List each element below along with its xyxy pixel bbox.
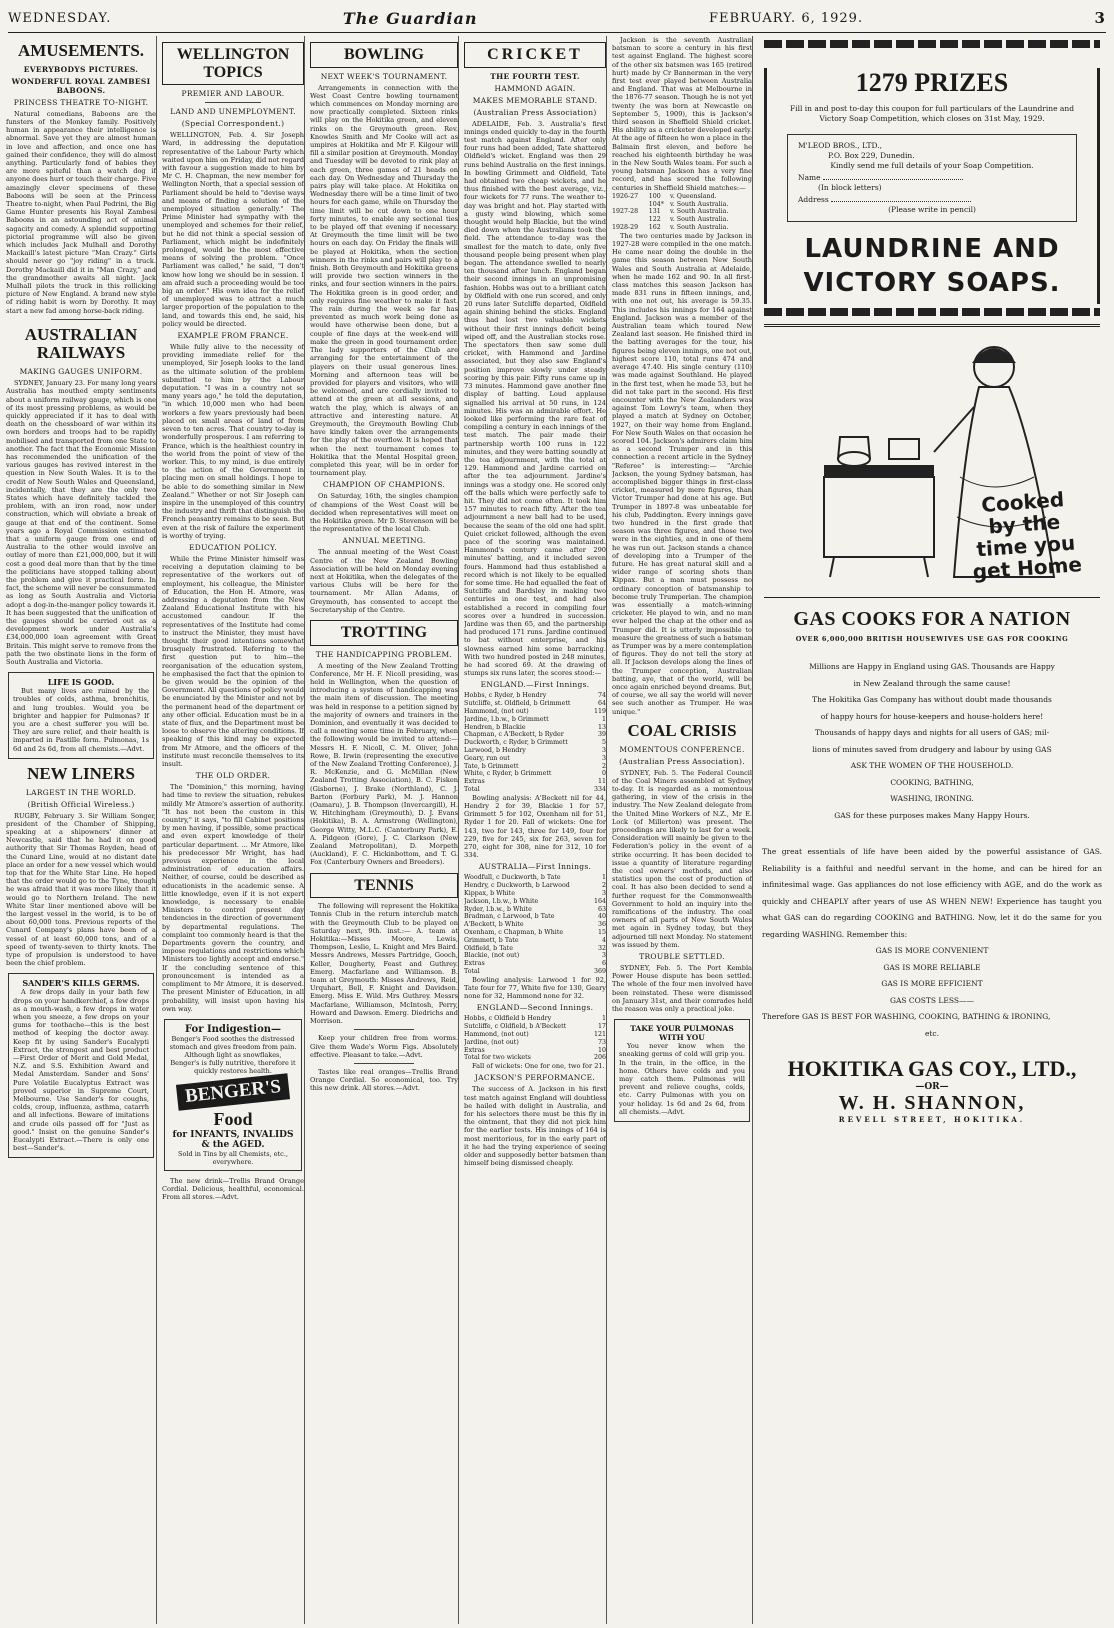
- england-first-innings-row: [464, 747, 606, 755]
- england-second-innings-row: [464, 1031, 606, 1039]
- shannon-address: REVELL STREET, HOKITIKA.: [838, 1115, 1026, 1124]
- gas-line: lions of minutes saved from drudgery and labour by using GAS: [812, 744, 1052, 754]
- column-3: [310, 36, 459, 1624]
- coupon-to: M'LEOD BROS., LTD.,: [798, 141, 882, 150]
- england-first-innings-row-cell: 11: [597, 778, 606, 786]
- bowling-sub1: NEXT WEEK'S TOURNAMENT.: [320, 71, 448, 81]
- column-6-adverts: [758, 36, 1106, 1624]
- wellington-body2: While fully alive to the necessity of providing immediate relief for the unemployed, Sir Joseph looks to the land as the ultimate solution of the problem submitted to him by the Labour deputation. "I was in a country not so many years ago," he told the deputation, "in which 10,000 men who had been workers a few years previously had been placed on small areas of land of from seven to ten acres. That country to-day is wonderfully prosperous. I am referring to France, which is the healthiest country in the world from the point of view of the worker. This, to my mind, is due entirely to the action of the Government in placing men on small holdings. I hope to be able to do something similar in New Zealand." Whether or not Sir Joseph can inspire in the unemployed of this country the industry and thrift that distinguish the French peasantry remains to be seen. But even at the risk of failure the experiment is worthy of trying.: [162, 343, 304, 540]
- bowling-sub3: ANNUAL MEETING.: [342, 536, 426, 546]
- cricket-sub2: HAMMOND AGAIN.: [494, 83, 576, 93]
- sanders-body: A few drops daily in your bath few drops on your handkerchief, a few drops as a mouth-wash, a few drops in water when you sneeze, a few drops on your gums for toothache—this is the best method of keeping the doctor away. Keep fit by using Sander's Eucalypti Extract, the strongest and best product—First Order of Merit and Gold Medal, N.Z. and S.S. Exhibition Award and Medal Amsterdam. Sander and Sons' Pure Volatile Eucalyptus Extract was proved superior in Supreme Court, Melbourne. Use Sander's for coughs, colds, croup, influenza, asthma, catarrh and all infections. Beware of imitations and crude oils passed off for "Just as good." Insist on the genuine Sander's Eucalypti Extract.—There is only one best—Sander's.: [13, 988, 149, 1153]
- divider: [354, 1029, 413, 1030]
- jackson-heading: JACKSON'S PERFORMANCE.: [474, 1073, 596, 1083]
- australia-first-innings-row-cell: Ryder, l.b.w., b White: [464, 905, 532, 913]
- total-value: 334: [593, 785, 606, 793]
- coupon-address-line[interactable]: [831, 193, 971, 202]
- coupon-name-line[interactable]: [823, 171, 963, 180]
- tennis-body: The following will represent the Hokitika Tennis Club in the return interclub match with the Greymouth Club to be played on Saturday next, 9th. inst.:— A. team at Hokitika:—Misses Moore, Lewis, Thompson, Leslie, L. Knight and Mrs Baird. Messrs Andrews, Messrs Partridge, Gooch, Keller, Dougherty, Feast and Guthrey. Emerg. Macfarlane and Williamson. B. team at Greymouth: Misses Andrews, Reid, Urquhart, Bell, F. Knight and Davidson. Emerg. Miss E. Wild. Mrs Guthrey. Messrs Macfarlane, Williamson, McIntosh, Perry, Howard and Dawson. Emerg. Diedrichs and Morrison.: [310, 902, 458, 1026]
- wellington-body4: The "Dominion," this morning, having had time to review the situation, rebukes mildly Mr Atmore's assertion of authority. "It has not been the custom in this country," it says, "to fill Cabinet positions by men having, if possible, some practical and even expert knowledge of their particular department. ... Mr Atmore, like his predecessor Mr Wright, has had previous experience in the local administration of education affairs. Neither, of course, could be described as educationists in the academic sense. A little knowledge, even if it is not expert knowledge, is necessary to enable Ministers to control present day tendencies in the direction of government by departmental regulations. The complaint too commonly heard is that the Departments govern the country, and impose regulations and restrictions which Ministers too lightly accept and endorse." If the concluding sentence of this pronouncement is intended as a compliment to Mr Atmore, it is deserved. The present Minister of Education, in all probability, will insist upon having his own way.: [162, 783, 304, 1013]
- life-is-good-body: But many lives are ruined by the troubles of colds, asthma, bronchitis, and lung troubles. Would you be brighter and happier for Pulmonas? If you are a chest sufferer you will be. They are sure relief, and their health is imparted in Pastille form. Pulmonas, 1s 6d and 2s 6d, from all chemists.—Advt.: [13, 687, 149, 753]
- amusements-body: Natural comedians, Baboons are the funsters of the Monkey family. Positively human in appearance their intelligence is abnormal. Save yet they are almost human in love and affection, and once one has gained their confidence, they will do almost anything. Particularly fond of babies they are more spiteful than a watch dog if anyone does hurt or touch their charge. Five amazingly clever specimens of these Baboons will be seen at the Princess Theatre to-night, when Paul Pedrini, the Big Game Hunter presents his Royal Zambesi Baboons in an astounding act of animal sagacity and comedy. A splendid supporting pictorial programme will also be given which includes Jack Mulhall and Dorothy Mackaill's latest picture "Man Crazy." Girls should never go "joy riding" in a truck. Dorothy Mackaill did it in "Man Crazy," and the grandmother awaits all night. Jack Mulhall pilots the truck in this rollicking picture of New England. A brand new style of riding habit is worn by Dorothy. It may start a new fad among horse-back riding.: [6, 109, 157, 315]
- australia-first-innings-row-cell: 164: [593, 897, 606, 905]
- coal-crisis-body: SYDNEY, Feb. 5. The Federal Council of the Coal Miners assembled at Sydney to-day. It is regarded as a momentous gathering, in view of the crisis in the industry. The New Zealand delegate from the United Mine Workers of N.Z., Mr E. Lock (of Millerton) was present. The proceedings are likely to last for a week. Consideration will mainly be given to the Federation's policy in the event of a strike occurring. It has been decided to issue a quantity of literature regarding the coal owners' methods, and also statistics upon the cost of production of coal. It has also been decided to send a further request for the Commonwealth Government to hold an inquiry into the ramifications of the industry. The coal owners of all parts of New South Wales met again in Sydney today, but they adjourned till next Monday. No statement was issued by them.: [612, 768, 752, 949]
- total-value: 369: [593, 967, 606, 975]
- coal-crisis-sub2: (Australian Press Association).: [619, 756, 745, 766]
- australia-first-innings-row-cell: 40: [597, 913, 606, 921]
- england-second-innings-row-cell: Hobbs, c Oldfield b Hendry: [464, 1015, 552, 1023]
- australia-first-innings-row-cell: 1: [601, 874, 606, 882]
- bengers-heading: For Indigestion—: [184, 1023, 282, 1035]
- column-1: [6, 36, 157, 1624]
- trellis-advert: The new drink—Trellis Brand Orange Cordial. Delicious, healthful, economical. From all stores.—Advt.: [162, 1176, 304, 1202]
- england-second-innings-row-cell: 121: [593, 1030, 606, 1038]
- australia-first-innings-row: [464, 874, 606, 882]
- england-first-innings-row: [464, 724, 606, 732]
- trotting-body: A meeting of the New Zealand Trotting Conference, Mr H. F. Nicoll presiding, was held in Wellington, when the question of introducing a system of handicapping was the main item of discussion. The meeting was held in response to a petition signed by the majority of owners and trainers in the Dominion, and eventually it was decided to call a meeting some time in February, when the following would be invited to attend:—Messrs H. F. Nicoll, C. M. Oliver, John Rowe, B. Irwin (representing the executive of the New Zealand Trotting Conference), J. R. McKenzie, and G. McMillan (New Zealand Trotting Association), B. C. Fisken (Gisborne), J. Brake (Northland), C. J. Barton (Forbury Park), M. J. Hannon (Oamaru), J. B. Thompson (Invercargill), H. W. Hitchingham (Greymouth), D. J. Evans (Hokitika), B. A. Armstrong (Wellington), George Witty, M.L.C. (Canterbury Park), E. A. Pidgeon (Gore), J. C. Clarkson (New Zealand Metropolitan), D. Morpeth (Auckland), F. C. Hickinbottom, and T. G. Fox (Canterbury Owners and Breeders).: [310, 661, 458, 867]
- coupon-address-label: Address: [798, 195, 829, 204]
- england-first-innings-row-cell: White, c Ryder, b Grimmett: [464, 770, 552, 778]
- england-first-innings-bowling: Bowling analysis: A'Beckett nil for 44, Hendry 2 for 39, Blackie 1 for 57, Grimmett 5 for 102, Oxenham nil for 51, Ryder 1 for 20. Fall of wickets: One for 143, two for 143, three for 149, four for 229, five for 245, six for 263, seven for 270, eight for 308, nine for 312, 10 for 334.: [464, 793, 606, 860]
- liners-body: RUGBY, February 3. Sir William Songer, president of the Chamber of Shipping, speaking at a shipowners' dinner at Newcastle, said that he had it on good authority that Sir Thomas Royden, head of the Cunard Line, would at no distant date place an order for a new vessel which would top that for the White Star Line. He hoped that the order would go to the Tyne, though he was afraid that it was more likely that it would go to Northern Ireland. The new White Star liner mentioned above will be the largest vessel in the world, is to be of about 60,000 tons. Previous reports of the Cunard Company's plans have been of a vessel of at least 60,000 tons, and of a speed of twenty-seven to thirty knots. The type of propulsion is understood to have been the chief problem.: [6, 811, 156, 968]
- england-second-innings-row: [464, 1039, 606, 1047]
- cricket-heading: CRICKET: [464, 42, 606, 68]
- jackson-continued-body1: Jackson is the seventh Australian batsman to score a century in his first test against England. The highest score of the other six batsmen was 165 (retired hurt) made by Cr Bannerman in the very first test ever played between Australia and England. That was at Melbourne in the 1876-77 season. Though he is not yet twenty (he was born at Newcastle on September 5, 1909), this is Jackson's third season in Sheffield Shield cricket. His ability as a cricketer developed early. At the age of fifteen he won a place in the Balmain first eleven, and before he reached his eighteenth birthday he was in the New South Wales team. For such a young batsman Jackson has a very fine record, and has scored the following centuries in Sheffield Shield matches:—: [612, 36, 753, 192]
- life-is-good-advert: [8, 672, 154, 759]
- jackson-century-row-cell: v. South Australia.: [669, 208, 729, 216]
- bowling-body3: The annual meeting of the West Coast Centre of the New Zealand Bowling Association will be held on Monday evening next at Hokitika, when the delegates of the various Clubs will be here for the tournament. Mr Allan Adams, of Greymouth, has consented to accept the Secretaryship of the Centre.: [310, 548, 458, 614]
- coal-crisis-sub1: MOMENTOUS CONFERENCE.: [619, 744, 745, 754]
- decorative-border: [764, 40, 1100, 48]
- england-first-innings-row-cell: 64: [597, 700, 606, 708]
- england-first-innings-row-cell: 5: [601, 739, 606, 747]
- jackson-century-row: [612, 193, 752, 201]
- amusements-sub3: PRINCESS THEATRE TO-NIGHT.: [13, 97, 149, 107]
- england-first-innings-row: [464, 700, 606, 708]
- australia-first-innings-row: [464, 890, 606, 898]
- australia-first-innings-bowling: Bowling analysis: Larwood 1 for 92, Tate four for 77, White five for 130, Geary none for 32, Hammond none for 32.: [464, 975, 606, 1001]
- gas-subheading: OVER 6,000,000 BRITISH HOUSEWIVES USE GAS FOR COOKING: [795, 635, 1069, 643]
- england-first-innings-total: [464, 786, 606, 794]
- england-second-innings-row-cell: 1: [601, 1015, 606, 1023]
- total-value: 206: [593, 1054, 606, 1062]
- bowling-heading: BOWLING: [310, 42, 458, 68]
- prizes-intro: Fill in and post to-day this coupon for full particulars of the Laundrine and Victory Soap Competition, which closes on 31st May, 1929.: [790, 104, 1074, 123]
- england-second-innings-table: [464, 1015, 606, 1054]
- jackson-century-row-cell: 1926-27: [612, 192, 639, 200]
- liners-sub1: LARGEST IN THE WORLD.: [25, 787, 137, 797]
- england-second-innings-total: [464, 1054, 606, 1062]
- coupon-address-row[interactable]: [798, 193, 1066, 205]
- total-label: Total: [464, 967, 480, 975]
- england-second-innings-row-cell: 73: [597, 1038, 606, 1046]
- australia-first-innings-row-cell: 32: [597, 944, 606, 952]
- australia-first-innings-row: [464, 937, 606, 945]
- masthead: [8, 4, 1106, 33]
- coupon-box: P.O. Box 229, Dunedin.: [828, 151, 915, 160]
- england-first-innings-row-cell: Tate, b Grimmett: [464, 762, 519, 770]
- pulmonas-heading: TAKE YOUR PULMONAS WITH YOU: [630, 1024, 734, 1043]
- sanders-advert: [8, 973, 154, 1158]
- divider: [205, 102, 262, 103]
- wellington-sub3: (Special Correspondent.): [181, 119, 285, 129]
- brand-laundrine: LAUNDRINE AND: [804, 234, 1060, 264]
- trouble-settled-body: SYDNEY, Feb. 5. The Port Kembla Power House dispute has been settled. The whole of the four men involved have been reinstated. These were dismissed on January 31st, and their comrades held the reason was only a practical joke.: [612, 963, 752, 1013]
- england-first-innings-row: [464, 731, 606, 739]
- england-first-innings-row-cell: Hendren, b Blackie: [464, 723, 526, 731]
- trotting-sub: THE HANDICAPPING PROBLEM.: [315, 649, 453, 659]
- australia-first-innings-row-cell: Jackson, l.b.w., b White: [464, 897, 539, 905]
- total-label: Total: [464, 785, 480, 793]
- australia-first-innings-row-cell: Kippax, b White: [464, 889, 515, 897]
- jackson-century-row-cell: 162: [648, 224, 661, 232]
- england-second-innings-row-cell: 17: [597, 1023, 606, 1031]
- bengers-logo: BENGER'S: [176, 1073, 290, 1111]
- railways-sub: MAKING GAUGES UNIFORM.: [19, 367, 143, 377]
- australia-first-innings-row: [464, 960, 606, 968]
- jackson-century-row-cell: v. South Australia.: [669, 200, 729, 208]
- divider: [51, 319, 111, 320]
- england-first-innings-row: [464, 716, 606, 724]
- divider: [354, 1063, 413, 1064]
- australia-first-innings-row-cell: Hendry, c Duckworth, b Larwood: [464, 882, 570, 890]
- england-first-innings-row-cell: 3: [601, 754, 606, 762]
- pulmonas-body: You never know when the sneaking germs of cold will grip you. In the train, in the office, in the home. Others have colds and you may catch them. Pulmonas will prevent and relieve coughs, colds, etc. Carry Pulmonas with you on your holiday. 1s 6d and 2s 6d, from all chemists.—Advt.: [619, 1042, 745, 1116]
- bowling-body2: On Saturday, 16th, the singles champion of champions of the West Coast will be decided when representatives will meet on the Hokitika green. Mr D. Stevenson will be the representative of the local Club.: [310, 492, 458, 534]
- jackson-century-row-cell: [612, 216, 649, 224]
- or-divider: —OR—: [915, 1082, 949, 1092]
- amusements-sub2: WONDERFUL ROYAL ZAMBESI BABOONS.: [11, 76, 151, 95]
- jackson-century-row-cell: v. South Australia.: [669, 216, 729, 224]
- gas-lines: [758, 659, 1106, 824]
- prizes-heading: 1279 PRIZES: [855, 68, 1009, 97]
- bengers-food: Food: [213, 1108, 253, 1129]
- coupon-ask: Kindly send me full details of your Soap Competition.: [830, 161, 1034, 170]
- trotting-heading: TROTTING: [310, 620, 458, 646]
- australia-first-innings-row: [464, 906, 606, 914]
- total-label: Total for two wickets: [464, 1054, 531, 1062]
- australia-first-innings-row-cell: 6: [601, 960, 606, 968]
- gas-line: of happy hours for house-keepers and house-holders here!: [820, 711, 1044, 721]
- england-first-innings-row: [464, 692, 606, 700]
- australia-first-innings-total: [464, 968, 606, 976]
- trellis-advert-2: Tastes like real oranges—Trellis Brand Orange Cordial. So economical, too. Try this new drink. All stores.—Advt.: [310, 1067, 458, 1093]
- gas-line: GAS for these purposes makes Many Happy Hours.: [834, 810, 1030, 820]
- australia-first-innings-row: [464, 882, 606, 890]
- australia-first-innings-row-cell: Blackie, (not out): [464, 952, 520, 960]
- australia-first-innings-row-cell: 15: [597, 928, 606, 936]
- england-second-innings-heading: ENGLAND—Second Innings.: [476, 1003, 594, 1013]
- england-first-innings-row: [464, 739, 606, 747]
- england-first-innings-row-cell: Extras: [464, 778, 485, 786]
- amusements-sub1: EVERYBODYS PICTURES.: [23, 64, 139, 74]
- gas-line: COOKING, BATHING,: [890, 777, 974, 787]
- england-first-innings-row-cell: Larwood, b Hendry: [464, 746, 526, 754]
- australia-first-innings-heading: AUSTRALIA—First Innings.: [478, 862, 592, 872]
- england-second-innings-row: [464, 1023, 606, 1031]
- england-first-innings-heading: ENGLAND.—First Innings.: [480, 680, 590, 690]
- australia-first-innings-row: [464, 921, 606, 929]
- england-first-innings-row-cell: Duckworth, c Ryder, b Grimmett: [464, 739, 568, 747]
- england-second-innings-row-cell: Sutcliffe, c Oldfield, b A'Beckett: [464, 1023, 567, 1031]
- gas-point: GAS IS MORE RELIABLE: [883, 962, 981, 972]
- australia-first-innings-row-cell: Oldfield, b Tate: [464, 944, 513, 952]
- australia-first-innings-row-cell: 2: [601, 882, 606, 890]
- england-second-innings-row-cell: Jardine, (not out): [464, 1038, 519, 1046]
- gas-line: Millions are Happy in England using GAS. Thousands are Happy: [809, 662, 1055, 671]
- cricket-sub4: (Australian Press Association): [473, 107, 597, 117]
- railways-body: SYDNEY, January 23. For many long years Australia has mouthed empty sentiments about a uniform railway gauge, which is one of its most pressing problems, as would be quickly appreciated if it has to deal with death on the chessboard of war within its own borders and troops had to be rapidly mobilised and transported from one State to another. The fact that the Economic Mission has recommended the unification of the various gauges has revived interest in the question in New South Wales. It is to the credit of New South Wales and Queensland, incidentally, that they are the only two States which have definitely tackled the problem, with an iron road, now under construction, which will obviate a break of gauge at that end of the continent. Some years ago a Royal Commission estimated that a uniform gauge from one end of Australia to the other would involve an outlay of more than £21,000,000, but it will cost a good deal more than that by the time the politicians have stopped talking about the problem and give it practical form. In fact, the scheme will never be consummated as long as South Australia and Victoria adopt a dog-in-the-manger policy towards it. It has been suggested that the unification of the gauges should be carried out as a development work under Australia's £34,000,000 loan agreement with Great Britain. This might serve to remove from the path the two obstinate lions in the form of South Australia and Victoria.: [6, 379, 156, 667]
- gas-point: GAS IS MORE EFFICIENT: [881, 979, 983, 988]
- trouble-settled-heading: TROUBLE SETTLED.: [639, 951, 725, 961]
- gas-point: GAS IS MORE CONVENIENT: [875, 946, 989, 955]
- england-first-innings-row: [464, 778, 606, 786]
- decorative-border: [764, 308, 1100, 316]
- england-first-innings-row-cell: Geary, run out: [464, 754, 510, 762]
- coupon-block-note: (In block letters): [818, 183, 882, 192]
- tennis-heading: TENNIS: [310, 873, 458, 899]
- jackson-century-row-cell: [612, 201, 649, 209]
- gas-line: WASHING, IRONING.: [890, 794, 974, 803]
- england-second-innings-row-cell: Extras: [464, 1046, 485, 1054]
- england-second-innings-row-cell: 10: [597, 1046, 606, 1054]
- column-2: [162, 36, 305, 1624]
- coupon-pencil-note: (Please write in pencil): [888, 205, 976, 214]
- bengers-for: for INFANTS, INVALIDS & the AGED.: [172, 1129, 294, 1150]
- england-second-innings-fall: Fall of wickets: One for one, two for 21.: [472, 1062, 605, 1071]
- wellington-body1: WELLINGTON, Feb. 4. Sir Joseph Ward, in addressing the deputation representative of the Labour Party which waited upon him on Friday, did not regard with favour a suggestion made to him by Mr C. H. Chapman, the new member for Wellington North, that a special session of Parliament should be held to "devise ways and means of finding a solution of the unemployed situation generally." The Prime Minister had sympathy with the unemployed and schemes for their relief, but he did not think a special session of Parliament, which might be indefinitely prolonged, would be the most effective means of solving the problem. "Once Parliament was called," he said, "I don't know how long we should be in session. I am afraid such a proceeding would be too big an order." His own idea for the relief of unemployed was to attract a much larger proportion of the population to the land, and towards this end, he said, his policy would be directed.: [162, 131, 304, 328]
- england-first-innings-table: [464, 692, 606, 786]
- england-first-innings-row-cell: 1: [601, 715, 606, 723]
- gas-heading: GAS COOKS FOR A NATION: [793, 608, 1071, 630]
- shannon-name: W. H. SHANNON,: [838, 1092, 1026, 1114]
- jackson-century-row: [612, 224, 752, 232]
- bowling-sub2: CHAMPION OF CHAMPIONS.: [322, 480, 446, 490]
- australia-first-innings-row-cell: 36: [597, 921, 606, 929]
- wellington-sub5: EDUCATION POLICY.: [189, 542, 277, 552]
- jackson-century-row-cell: 122: [648, 216, 661, 224]
- coupon-name-row[interactable]: [798, 171, 1066, 183]
- jackson-century-row: [612, 208, 752, 216]
- jackson-century-row: [612, 201, 752, 209]
- brand-victory: VICTORY SOAPS.: [803, 268, 1061, 298]
- masthead-date: FEBRUARY. 6, 1929.: [708, 10, 864, 26]
- wellington-body3: While the Prime Minister himself was receiving a deputation claiming to be representative of the workers out of employment, his colleague, the Minister of Education, the Hon H. Atmore, was addressing a deputation from the New Zealand Educational Institute with his accustomed candour. If the representatives of the Institute had come to instruct the Minister, they must have thought their good intentions somewhat brusquely frustrated. Referring to the first question put to him—the reorganisation of the education system, he emphasised the fact that the opinion to be given would be the opinion of the Government. All questions of policy would be enunciated by the Minister and not by the permanent head of the department or any other official. Education must be in a state of flux, and the Department must be loose to observe the altering conditions. If speaking of this kind may be expected from Mr Atmore, and the officers of the institute must reconcile themselves to its insult.: [162, 554, 304, 769]
- bengers-sold: Sold in Tins by all Chemists, etc., everywhere.: [178, 1149, 288, 1166]
- australia-first-innings-table: [464, 874, 606, 968]
- liners-sub2: (British Official Wireless.): [27, 799, 135, 809]
- masthead-paper-title: The Guardian: [342, 8, 478, 28]
- england-first-innings-row: [464, 763, 606, 771]
- australia-first-innings-row-cell: Grimmett, b Tate: [464, 936, 519, 944]
- england-first-innings-row: [464, 770, 606, 778]
- england-first-innings-row-cell: Chapman, c A'Beckett, b Ryder: [464, 731, 564, 739]
- australia-first-innings-row-cell: Extras: [464, 960, 485, 968]
- australia-first-innings-row-cell: 3: [601, 952, 606, 960]
- column-4: [464, 36, 607, 1624]
- column-5: [612, 36, 753, 1624]
- england-first-innings-row-cell: 3: [601, 746, 606, 754]
- england-first-innings-row: [464, 708, 606, 716]
- australia-first-innings-row-cell: 3: [601, 889, 606, 897]
- australia-first-innings-row: [464, 898, 606, 906]
- jackson-century-row-cell: 1927-28: [612, 208, 639, 216]
- australia-first-innings-row: [464, 945, 606, 953]
- england-first-innings-row-cell: Hobbs, c Ryder, b Hendry: [464, 692, 547, 700]
- soap-advert: [764, 68, 1100, 304]
- australia-first-innings-row-cell: Woodfull, c Duckworth, b Tate: [464, 874, 561, 882]
- australia-first-innings-row-cell: 4: [601, 936, 606, 944]
- australia-first-innings-row-cell: 63: [597, 905, 606, 913]
- jackson-century-row-cell: 131: [648, 208, 661, 216]
- england-first-innings-row-cell: Jardine, l.b.w., b Grimmett: [464, 715, 549, 723]
- gas-line: ASK THE WOMEN OF THE HOUSEHOLD.: [850, 761, 1014, 770]
- england-first-innings-row-cell: 2: [601, 762, 606, 770]
- bengers-advert: [164, 1019, 302, 1171]
- coupon-name-label: Name: [798, 173, 821, 182]
- england-second-innings-row: [464, 1047, 606, 1055]
- australia-first-innings-row: [464, 929, 606, 937]
- wellington-sub1: PREMIER AND LABOUR.: [181, 89, 285, 99]
- england-first-innings-row: [464, 755, 606, 763]
- australia-first-innings-row: [464, 952, 606, 960]
- gas-points: [758, 943, 1106, 1009]
- gas-stove-illustration: [764, 324, 1100, 598]
- gas-line: The Hokitika Gas Company has without doubt made thousands: [812, 695, 1052, 704]
- australia-first-innings-row-cell: Oxenham, c Chapman, b White: [464, 928, 564, 936]
- england-first-innings-row-cell: 119: [593, 708, 606, 715]
- jackson-century-row-cell: 1928-29: [612, 224, 639, 232]
- england-second-innings-row-cell: Hammond, (not out): [464, 1030, 529, 1038]
- jackson-century-row-cell: 104*: [648, 200, 664, 208]
- jackson-body: The success of A. Jackson in his first test match against England will doubtless be hailed with delight in Australia, and for his selectors there must be this fly in the ointment, that they did not pick him for the earlier tests. His innings of 164 is most meritorious, for in the early part of it he had the trying experience of seeing older and supposedly better batsmen than himself being dismissed cheaply.: [464, 1085, 606, 1168]
- england-first-innings-row-cell: 74: [597, 692, 606, 700]
- bowling-body: Arrangements in connection with the West Coast Centre bowling tournament which commences on Monday morning are now practically completed. Sixteen rinks will play on the Hokitika green, and eleven rinks on the Greymouth green. Rev. Knowles Smith and Mr Cooke will act as umpires at Hokitika and Mr F. Kilgour will fill a similar position at Greymouth. Monday and Tuesday will be devoted to rink play at each green, three games of 21 heads on each day. On Wednesday and Thursday the pairs play will take place. At Hokitika on Wednesday there will be a time limit of two hours for each game, while on Thursday the time limit will be cut down to one hour forty minutes, to enable any sectional ties to be played off that evening if necessary. At Greymouth the time limit will be two hours on each day. On Friday the finals will be played at Hokitika, when the section winners in the rinks and pairs will play to a finish. Both Greymouth and Hokitika greens will provide two section winners in the rinks, and four section winners in the pairs. The Hokitika green is in good order, and only requires fine weather to make it fast. The rain during the week so far has prevented as much work being done as would have otherwise been done, but a couple of fine days at the week-end will make the green in good tournament order. The lady supporters of the Club are arranging for the entertainment of the players on their usual generous lines. Morning and afternoon teas will be provided for players and visitors, who will be welcomed, and are cordially invited to attend at the green at all sessions, and watch the play, which is always of an attractive and interesting nature. At Greymouth, the Greymouth Bowling Club have kindly taken over the arrangements for the play of the overflow. It is hoped that when the next tournament comes to Hokitika that the Mental Hospital green, completed this year, will be in order for tournament play.: [310, 83, 458, 478]
- wellington-sub4: EXAMPLE FROM FRANCE.: [177, 331, 289, 341]
- australia-first-innings-row: [464, 913, 606, 921]
- jackson-century-row: [612, 216, 752, 224]
- gas-company-name: HOKITIKA GAS COY., LTD.,: [787, 1056, 1077, 1081]
- gas-point: GAS COSTS LESS——: [889, 995, 975, 1005]
- sanders-heading: SANDER'S KILLS GERMS.: [22, 978, 140, 989]
- liners-heading: NEW LINERS: [27, 763, 135, 783]
- england-first-innings-row-cell: 0: [601, 770, 606, 778]
- jackson-continued-body2: The two centuries made by Jackson in 1927-28 were compiled in the one match. He came near doing the double in the game this season between New South Wales and South Australia at Adelaide, when he made 162 and 90. In all first-class matches this season Jackson has made 831 runs in fifteen innings, and, with one not out, his average is 59.35. This includes his innings for 164 against England. Jackson was a member of the Australian team which toured New Zealand last season. He finished third in the batting averages for the tour, his figures being eleven innings, one not out, highest score 110, total runs 474 and average 47.40. His single century (110) was made against Southland. He played in the first test, when he made 53, but he did not take part in the second. His first encounter with the New Zealanders was against Tom Lowry's team, when they played a match at Sydney on October, 1927, on their way home from England. For New South Wales on that occasion he scored 104. Jackson's admirers claim him as a second Trumper and in this connection a recent article in the Sydney "Referee" is interesting:— "Archie Jackson, the young Sydney batsman, has accomplished bigger things in first-class cricket, measured by mere figures, than Victor Trumper had done at his age. But Trumper in 1897-8 was unbeatable for his club, Paddington. Every innings gave two hundred in the first grade that season was three figures, and those two were in the eighties, and in one of them he was run out. Jackson stands a chance of developing into a Trumper of the future. He has great natural skill and a wider range of scoring shots than Kippax. But a man must possess no ordinary conception of batsmanship to become truly Trumperian. The champion was essentially a match-winning cricketer. He played to win, and no man ever helped the chap at the other end as Trumper did. It is utterly impossible to measure the greatness of such a batsman as Trumper was by a mere contemplation of figures. They do not tell the story at all. If Jackson develops along the lines of the Trumper conception, Australian batting, aye, that of the world, will be once again enriched beyond dreams. But, of course, we all say the world will never see such another as Trumper. He was unique.": [612, 231, 752, 716]
- england-first-innings-row-cell: Sutcliffe, st. Oldfield, b Grimmett: [464, 700, 571, 708]
- worm-figs-advert: Keep your children free from worms. Give them Wade's Worm Figs. Absolutely effective. Pleasant to take.—Advt.: [310, 1034, 458, 1059]
- jackson-century-row-cell: v. Queensland.: [669, 192, 717, 200]
- gas-paragraph: The great essentials of life have been aided by the powerful assistance of GAS. Reliability is a faithful and needful servant in the home, and can be hired for an infinitesimal wage. Gas appliances do not lose efficiency with AGE, and do the work as quickly and CHEAPLY after years of use AS WHEN NEW! Experience has taught you what GAS can do regarding COOKING and BATHING. Now, let it do the same for you regarding WASHING. Remember this:: [762, 847, 1102, 939]
- cricket-sub1: THE FOURTH TEST.: [490, 71, 580, 81]
- jackson-century-row-cell: v. South Australia.: [669, 224, 729, 232]
- masthead-day: WEDNESDAY.: [8, 10, 112, 26]
- pulmonas-advert: [614, 1019, 750, 1122]
- australia-first-innings-row-cell: Bradman, c Larwood, b Tate: [464, 913, 555, 921]
- england-first-innings-row-cell: Hammond, (not out): [464, 708, 529, 715]
- soap-coupon: [787, 134, 1077, 222]
- wellington-sub6: THE OLD ORDER.: [195, 771, 271, 781]
- jackson-centuries-table: [612, 193, 752, 232]
- wellington-heading: WELLINGTON TOPICS: [162, 42, 304, 85]
- gas-line: Thousands of happy days and nights for all users of GAS; mil-: [814, 728, 1050, 737]
- england-second-innings-row: [464, 1015, 606, 1023]
- cricket-body1: ADELAIDE, Feb. 3. Australia's first innings ended quickly to-day in the fourth test match against England. After only four runs had been added, Tate shattered Oldfield's wicket. England was then 29 runs behind Australia on the first innings. In bowling Grimmett and Oldfield, Tate had obtained two cheap wickets, and he thus finished with the best average, viz., four wickets for 77 runs. The weather to-day was bright and hot. Play started with a gusty wind blowing, which some thought would help Blackie, but the wind died down when the Australians took the field. The attendance to-day was the smallest for the match to date, only five thousand people being present when play began. The attendance swelled to nearly ten thousand after lunch. England began their second innings in an unpromising fashion. Hobbs was out to a brilliant catch by Oldfield with one run scored, and only 20 runs later Sutcliffe departed, Oldfield again shining behind the sticks. England thus had lost two valuable wickets without their first innings deficit being wiped off, and the Australian stocks rose. The spectators then saw some dull cricket, with Hammond and Jardine associated, but they also saw England's position improve slowly under steady scoring by this pair. Fifty runs came up in 73 minutes. Hammond gave another fine display of batting. Loud applause signalled his arrival at 50 runs, in 124 minutes. His was an admirable effort. He looked like performing the rare feat of compiling a century in each innings of the test match. The pair made their partnership worth 100 runs in 122 minutes, and they were batting soundly at the tea adjournment, with the total at 129. Hammond and Jardine carried on after the tea adjournment. Jardine's innings was a stodgy one. He scored only off the balls which were perfectly safe to hit. They did not come often. It took him 157 minutes to reach fifty. After the tea adjournment a new ball had to be used, because the seam of the old one had split. Quiet cricket followed, although the even pace of the scoring was maintained. Hammond's century came after 290 minutes' batting, and it included seven fours. Hammond had thus established a record which is not likely to be equalled for some time. He had equalled the feat of Sutcliffe and Bardsley in making two centuries in one test, and had also established a record in compiling four scores over a hundred in succession. Jardine was then 65, and the partnership had produced 171 runs. Jardine continued to bat without enterprise, and his slowness earned him some barracking. With two hundred posted in 248 minutes, he had scored 69. At the drawing of stumps six runs later, the scores stood:—: [464, 119, 606, 678]
- jackson-century-row-cell: 100: [648, 192, 661, 200]
- australia-first-innings-row-cell: A'Beckett, b White: [464, 921, 524, 929]
- gas-etc: etc.: [924, 1028, 940, 1038]
- coal-crisis-heading: COAL CRISIS: [627, 720, 737, 740]
- life-is-good-heading: LIFE IS GOOD.: [47, 677, 115, 688]
- page-number: 3: [1094, 9, 1106, 27]
- gas-line: in New Zealand through the same cause!: [853, 678, 1011, 688]
- cricket-sub3: MAKES MEMORABLE STAND.: [472, 95, 598, 105]
- gas-therefore: Therefore GAS IS BEST FOR WASHING, COOKING, BATHING & IRONING,: [762, 1012, 1051, 1021]
- amusements-heading: AMUSEMENTS.: [17, 41, 145, 60]
- england-first-innings-row-cell: 13: [597, 723, 606, 731]
- railways-heading: AUSTRALIAN RAILWAYS: [24, 324, 138, 363]
- bengers-body: Benger's Food soothes the distressed stomach and gives freedom from pain. Although light as snowflakes, Benger's is fully nutritive, therefore it quickly restores health.: [169, 1034, 297, 1075]
- cooked-slogan: Cooked by the time you get Home: [971, 487, 1083, 584]
- wellington-sub2: LAND AND UNEMPLOYMENT.: [170, 107, 296, 117]
- england-first-innings-row-cell: 39: [597, 731, 606, 739]
